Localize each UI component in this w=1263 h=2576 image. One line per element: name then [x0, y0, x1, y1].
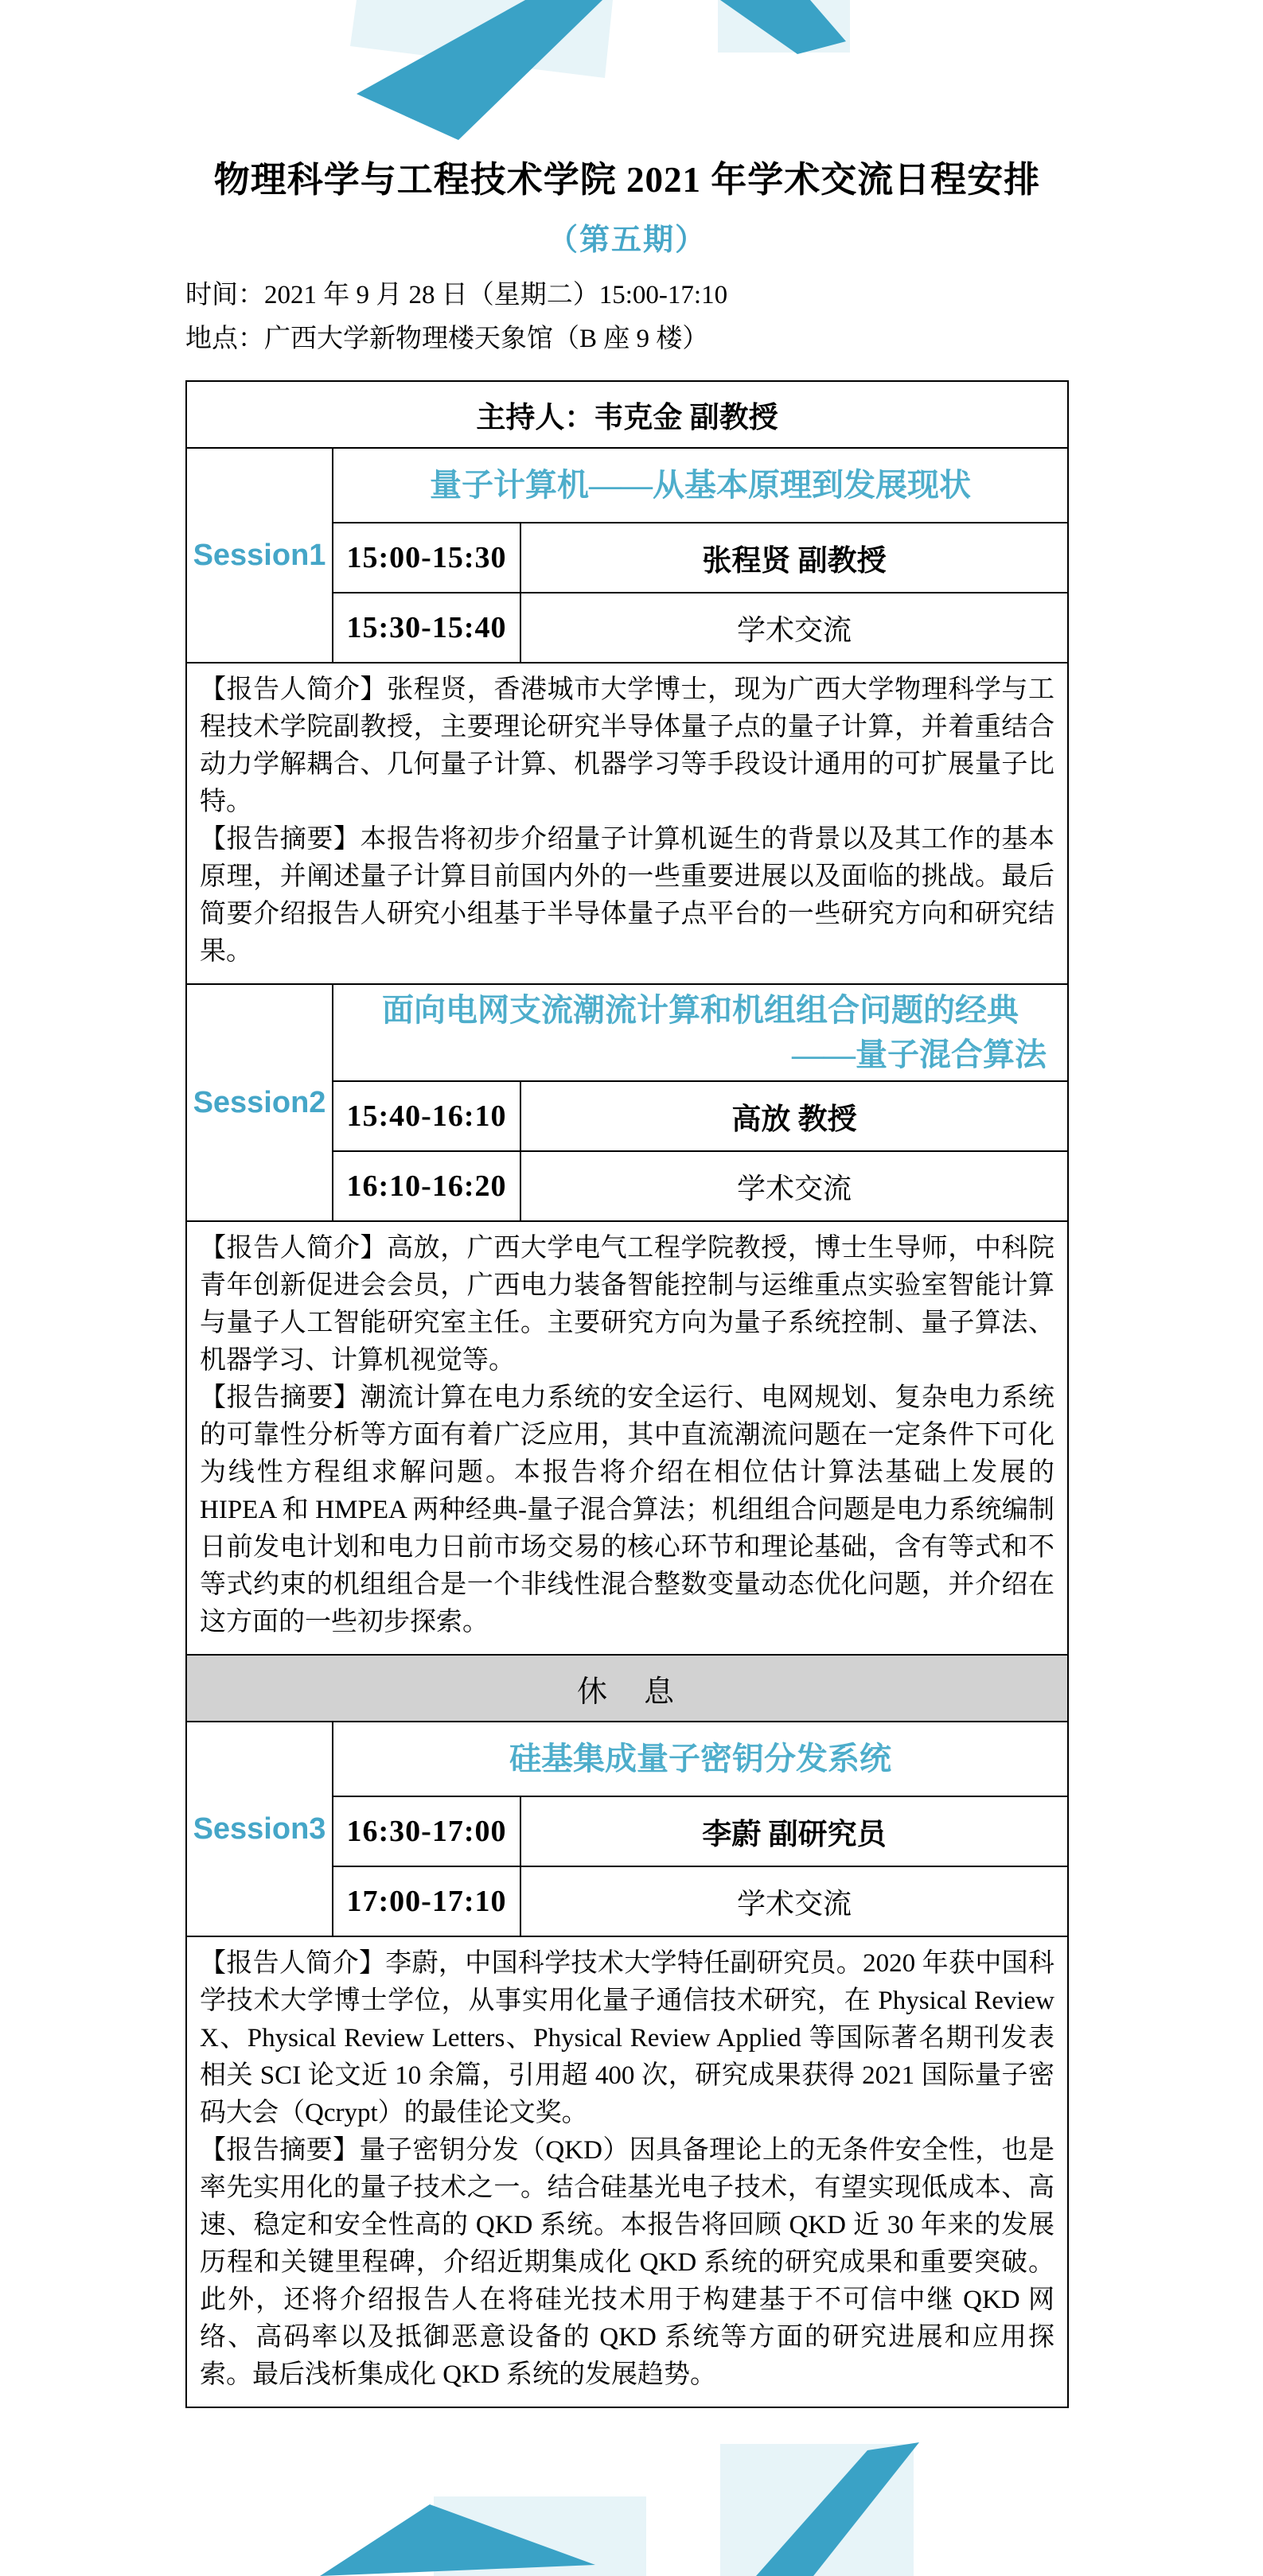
session2-label: Session2 — [186, 984, 333, 1221]
event-location-line: 地点：广西大学新物理楼天象馆（B 座 9 楼） — [185, 324, 709, 353]
speaker-bio-paragraph: 【报告人简介】高放，广西大学电气工程学院教授，博士生导师，中科院青年创新促进会会员，广西电力装备智能控制与运维重点实验室智能计算与量子人工智能研究室主任。主要研究方向为量子系统控制、量子算法、机器学习、计算机视觉等。 — [200, 1234, 1054, 1376]
time-cell: 15:00-15:30 — [333, 523, 520, 593]
session3-bio-cell — [186, 1936, 1068, 2407]
session1-bio-cell — [186, 663, 1068, 984]
talk-title-line: 量子计算机——从基本原理到发展现状 — [430, 467, 971, 504]
speaker-bio-paragraph: 【报告人简介】张程贤，香港城市大学博士，现为广西大学物理科学与工程技术学院副教授，主要理论研究半导体量子点的量子计算，并着重结合动力学解耦合、几何量子计算、机器学习等手段设计通用的可扩展量子比特。 — [200, 675, 1054, 817]
time-cell: 16:10-16:20 — [333, 1151, 520, 1221]
host-label: 主持人：韦克金 副教授 — [186, 381, 1068, 448]
talk-title-line: 硅基集成量子密钥分发系统 — [509, 1741, 891, 1777]
session1-talk-title — [333, 448, 1068, 523]
session2-bio-cell — [186, 1221, 1068, 1655]
time-cell: 15:40-16:10 — [333, 1081, 520, 1151]
talk-abstract-paragraph: 【报告摘要】量子密钥分发（QKD）因具备理论上的无条件安全性，也是率先实用化的量子技术之一。结合硅基光电子技术，有望实现低成本、高速、稳定和安全性高的 QKD 系统。本报告将回顾 QKD 近 30 年来的发展历程和关键里程碑，介绍近期集成化 QKD 系统的研究成果和重要突破。此外，还将介绍报告人在将硅光技术用于构建基于不可信中继 QKD 网络、高码率以及抵御恶意设备的 QKD 系统等方面的研究进展和应用探索。最后浅析集成化 QKD 系统的发展趋势。 — [200, 2136, 1054, 2390]
speaker-cell: 张程贤 副教授 — [520, 523, 1068, 593]
session2-talk-title — [333, 984, 1068, 1081]
session1-label: Session1 — [186, 448, 333, 663]
session2-bio-row — [186, 1221, 1068, 1655]
time-cell: 15:30-15:40 — [333, 593, 520, 663]
time-cell: 16:30-17:00 — [333, 1796, 520, 1866]
activity-cell: 学术交流 — [520, 593, 1068, 663]
time-cell: 17:00-17:10 — [333, 1866, 520, 1936]
talk-abstract-paragraph: 【报告摘要】潮流计算在电力系统的安全运行、电网规划、复杂电力系统的可靠性分析等方面有着广泛应用，其中直流潮流问题在一定条件下可化为线性方程组求解问题。本报告将介绍在相位估计算法基础上发展的 HIPEA 和 HMPEA 两种经典-量子混合算法；机组组合问题是电力系统编制日前发电计划和电力日前市场交易的核心环节和理论基础，含有等式和不等式约束的机组组合是一个非线性混合整数变量动态优化问题，并介绍在这方面的一些初步探索。 — [200, 1383, 1054, 1637]
session2-title-row — [186, 984, 1068, 1081]
document-page — [185, 0, 1069, 2408]
talk-abstract-paragraph: 【报告摘要】本报告将初步介绍量子计算机诞生的背景以及其工作的基本原理，并阐述量子计算目前国内外的一些重要进展以及面临的挑战。最后简要介绍报告人研究小组基于半导体量子点平台的一些研究方向和研究结果。 — [200, 825, 1054, 967]
session3-talk-title — [333, 1722, 1068, 1796]
talk-title-line: ——量子混合算法 — [792, 1037, 1047, 1073]
deco-bottom-right-slash — [720, 2442, 919, 2576]
break-label: 休 息 — [186, 1655, 1068, 1722]
page-subtitle: （第五期） — [547, 224, 707, 258]
talk-title-line: 面向电网支流潮流计算和机组组合问题的经典 — [382, 992, 1019, 1029]
event-time-line: 时间：2021 年 9 月 28 日（星期二）15:00-17:10 — [185, 281, 728, 310]
page-title: 物理科学与工程技术学院 2021 年学术交流日程安排 — [213, 160, 1041, 200]
host-row — [186, 381, 1068, 448]
speaker-bio-paragraph: 【报告人简介】李蔚，中国科学技术大学特任副研究员。2020 年获中国科学技术大学博士学位，从事实用化量子通信技术研究，在 Physical Review X、Physical Review Letters、Physical Review Applied 等国际著名期刊发表相关 SCI 论文近 10 余篇，引用超 400 次，研究成果获得 2021 国际量子密码大会（Qcrypt）的最佳论文奖。 — [200, 1949, 1054, 2128]
session3-label: Session3 — [186, 1722, 333, 1936]
session1-title-row — [186, 448, 1068, 523]
session1-bio-row — [186, 663, 1068, 984]
speaker-cell: 高放 教授 — [520, 1081, 1068, 1151]
deco-bottom-left-triangle — [320, 2496, 646, 2576]
session3-title-row — [186, 1722, 1068, 1796]
speaker-cell: 李蔚 副研究员 — [520, 1796, 1068, 1866]
activity-cell: 学术交流 — [520, 1866, 1068, 1936]
break-row — [186, 1655, 1068, 1722]
activity-cell: 学术交流 — [520, 1151, 1068, 1221]
schedule-table — [185, 380, 1069, 2408]
session3-bio-row — [186, 1936, 1068, 2407]
